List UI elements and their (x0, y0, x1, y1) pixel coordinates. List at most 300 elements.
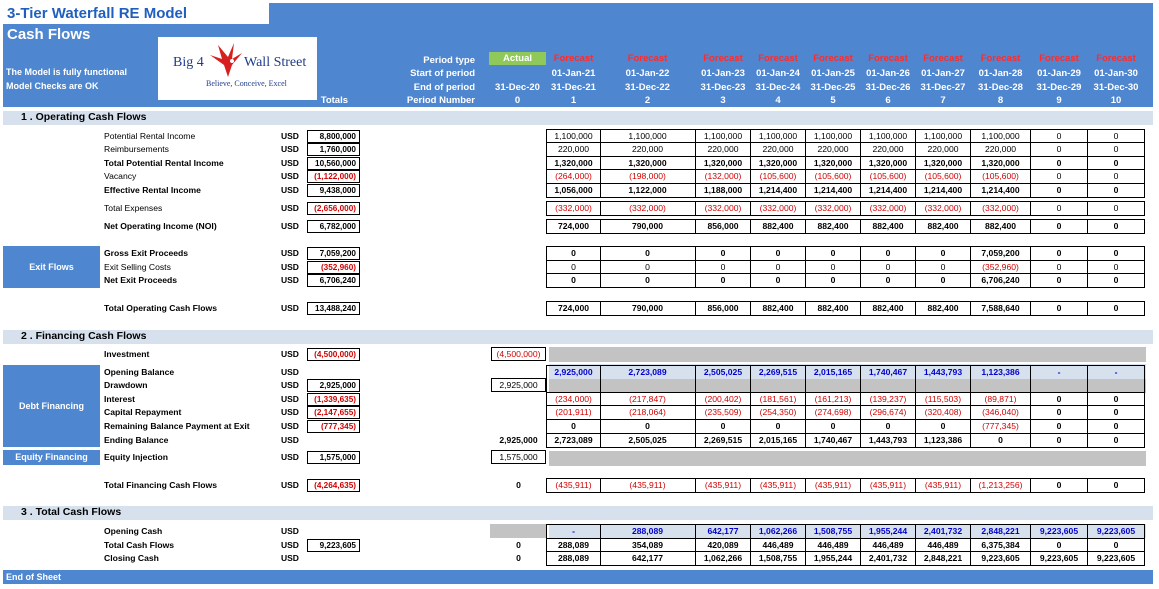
row-tocf-cell-3[interactable]: 856,000 (707, 303, 739, 313)
row-noi-cell-4[interactable]: 882,400 (762, 221, 794, 231)
row-reimb-cell-1[interactable]: 220,000 (557, 144, 590, 154)
row-texp-cell-8[interactable]: (332,000) (982, 203, 1019, 213)
texp-grid-vline-3 (695, 201, 696, 216)
section-financing[interactable]: 2 . Financing Cash Flows (3, 330, 1153, 344)
row-eb-cell-10[interactable]: 0 (1113, 435, 1119, 445)
row-cr-cell-4[interactable]: (254,350) (759, 407, 797, 417)
row-noi-cell-1[interactable]: 724,000 (557, 221, 590, 231)
group-debt-label: Debt Financing (19, 401, 84, 411)
row-noi-cell-5[interactable]: 882,400 (817, 221, 849, 231)
row-esc-cell-8[interactable]: (352,960) (982, 262, 1019, 272)
period-start-3[interactable]: 01-Jan-23 (701, 68, 745, 79)
period-start-6[interactable]: 01-Jan-26 (866, 68, 910, 79)
period-type-3[interactable]: Forecast (703, 53, 743, 64)
tocf-grid-vline-5 (805, 301, 806, 316)
row-noi-cell-10[interactable]: 0 (1113, 221, 1119, 231)
row-cc-cell-1[interactable]: 288,089 (557, 553, 590, 563)
row-vac-cell-5[interactable]: (105,600) (814, 171, 852, 181)
row-vac-cell-2[interactable]: (198,000) (629, 171, 666, 181)
row-tcf-cell-7[interactable]: 446,489 (927, 540, 959, 550)
row-tfcf-cell-10[interactable]: 0 (1113, 480, 1119, 490)
row-vac-cell-4[interactable]: (105,600) (759, 171, 797, 181)
period-num-8[interactable]: 8 (997, 95, 1004, 106)
period-num-5[interactable]: 5 (830, 95, 836, 106)
row-actual-cc[interactable]: 0 (516, 553, 521, 563)
row-cr-cell-5[interactable]: (274,698) (814, 407, 852, 417)
period-type-0[interactable]: Actual (489, 52, 546, 65)
row-reimb-cell-10[interactable]: 0 (1113, 144, 1119, 154)
period-num-1[interactable]: 1 (570, 95, 577, 106)
period-start-2[interactable]: 01-Jan-22 (625, 68, 670, 79)
row-unit-pri: USD (281, 131, 299, 141)
row-tcf-cell-10[interactable]: 0 (1113, 540, 1119, 550)
row-tfcf-cell-5[interactable]: (435,911) (814, 480, 852, 490)
row-tfcf-cell-9[interactable]: 0 (1056, 480, 1062, 490)
row-tocf-cell-4[interactable]: 882,400 (762, 303, 794, 313)
row-gep-cell-9[interactable]: 0 (1056, 248, 1062, 258)
row-nep-cell-4[interactable]: 0 (775, 275, 781, 285)
row-texp-cell-10[interactable]: 0 (1113, 203, 1119, 213)
period-number-label: Period Number (406, 95, 475, 106)
row-nep-cell-7[interactable]: 0 (940, 275, 946, 285)
row-tpri-cell-10[interactable]: 0 (1113, 158, 1119, 168)
noi-grid-vline-4 (750, 219, 751, 234)
row-nep-cell-9[interactable]: 0 (1056, 275, 1062, 285)
row-gep-cell-8[interactable]: 7,059,200 (981, 248, 1020, 258)
row-total-int[interactable]: (1,339,635) (307, 393, 360, 406)
row-oc-cell-1[interactable]: - (572, 526, 575, 536)
row-oc-cell-4[interactable]: 1,062,266 (758, 526, 798, 536)
row-reimb-cell-4[interactable]: 220,000 (762, 144, 794, 154)
row-reimb-cell-6[interactable]: 220,000 (872, 144, 904, 154)
row-actual-eq[interactable]: 1,575,000 (491, 450, 546, 464)
row-pri-cell-4[interactable]: 1,100,000 (758, 131, 798, 141)
row-cr-cell-2[interactable]: (218,064) (629, 407, 666, 417)
row-total-dd[interactable]: 2,925,000 (307, 379, 360, 392)
row-tpri-cell-2[interactable]: 1,320,000 (628, 158, 667, 168)
row-vac-cell-8[interactable]: (105,600) (982, 171, 1019, 181)
row-eri-cell-2[interactable]: 1,122,000 (628, 185, 667, 195)
ops-grid-hline-3 (546, 169, 1145, 170)
row-tocf-cell-7[interactable]: 882,400 (927, 303, 959, 313)
row-tfcf-cell-1[interactable]: (435,911) (555, 480, 592, 490)
tfcf-grid-vline-4 (750, 478, 751, 493)
row-eri-cell-8[interactable]: 1,214,400 (981, 185, 1020, 195)
row-esc-cell-4[interactable]: 0 (775, 262, 781, 272)
row-pri-cell-9[interactable]: 0 (1056, 131, 1062, 141)
row-eri-cell-5[interactable]: 1,214,400 (813, 185, 853, 195)
row-tocf-cell-5[interactable]: 882,400 (817, 303, 849, 313)
row-tcf-cell-8[interactable]: 6,375,384 (981, 540, 1020, 550)
row-nep-cell-3[interactable]: 0 (720, 275, 726, 285)
row-total-pri[interactable]: 8,800,000 (307, 130, 360, 143)
row-pri-cell-1[interactable]: 1,100,000 (554, 131, 593, 141)
row-actual-tfcf[interactable]: 0 (516, 480, 521, 490)
row-label-tcf: Total Cash Flows (104, 540, 175, 550)
row-tpri-cell-5[interactable]: 1,320,000 (813, 158, 853, 168)
row-tocf-cell-1[interactable]: 724,000 (557, 303, 590, 313)
period-type-4[interactable]: Forecast (758, 53, 798, 64)
row-pri-cell-3[interactable]: 1,100,000 (703, 131, 743, 141)
row-cr-cell-6[interactable]: (296,674) (869, 407, 907, 417)
period-end-4[interactable]: 31-Dec-24 (755, 82, 801, 93)
row-ob-cell-8[interactable]: 1,123,386 (981, 367, 1020, 377)
row-unit-tocf: USD (281, 303, 299, 313)
row-total-rbp[interactable]: (777,345) (307, 420, 360, 433)
row-oc-cell-9[interactable]: 9,223,605 (1039, 526, 1079, 536)
row-ob-cell-4[interactable]: 2,269,515 (758, 367, 798, 377)
period-type-5[interactable]: Forecast (813, 53, 853, 64)
texp-grid-vline-5 (805, 201, 806, 216)
row-int-cell-10[interactable]: 0 (1113, 394, 1119, 404)
row-label-noi: Net Operating Income (NOI) (104, 221, 217, 231)
row-noi-cell-8[interactable]: 882,400 (984, 221, 1017, 231)
title-cell[interactable] (3, 3, 269, 24)
row-noi-cell-9[interactable]: 0 (1056, 221, 1062, 231)
period-start-10[interactable]: 01-Jan-30 (1094, 68, 1138, 79)
row-gep-cell-4[interactable]: 0 (775, 248, 781, 258)
row-total-esc[interactable]: (352,960) (307, 261, 360, 274)
row-total-texp[interactable]: (2,656,000) (307, 202, 360, 215)
period-end-6[interactable]: 31-Dec-26 (865, 82, 911, 93)
row-noi-cell-2[interactable]: 790,000 (631, 221, 664, 231)
row-int-cell-8[interactable]: (89,871) (984, 394, 1017, 404)
group-exit-flows (3, 246, 100, 288)
row-oc-cell-6[interactable]: 1,955,244 (868, 526, 908, 536)
row-eb-cell-8[interactable]: 0 (998, 435, 1003, 445)
row-cc-cell-4[interactable]: 1,508,755 (758, 553, 798, 563)
row-vac-cell-9[interactable]: 0 (1056, 171, 1062, 181)
row-cr-cell-7[interactable]: (320,408) (924, 407, 962, 417)
row-total-tcf[interactable]: 9,223,605 (307, 539, 360, 552)
row-gep-cell-2[interactable]: 0 (645, 248, 650, 258)
row-ob-cell-9[interactable]: - (1057, 367, 1061, 377)
row-ob-cell-2[interactable]: 2,723,089 (628, 367, 667, 377)
row-eb-cell-5[interactable]: 1,740,467 (813, 435, 853, 445)
row-pri-cell-8[interactable]: 1,100,000 (981, 131, 1020, 141)
row-vac-cell-6[interactable]: (105,600) (869, 171, 907, 181)
row-total-noi[interactable]: 6,782,000 (307, 220, 360, 233)
row-rbp-cell-7[interactable]: 0 (940, 421, 946, 431)
row-tocf-cell-8[interactable]: 7,588,640 (981, 303, 1020, 313)
row-tfcf-cell-3[interactable]: (435,911) (704, 480, 742, 490)
row-int-cell-1[interactable]: (234,000) (555, 394, 592, 404)
row-reimb-cell-9[interactable]: 0 (1056, 144, 1062, 154)
row-ob-cell-3[interactable]: 2,505,025 (703, 367, 743, 377)
row-tcf-cell-4[interactable]: 446,489 (762, 540, 794, 550)
row-oc-cell-2[interactable]: 288,089 (631, 526, 664, 536)
row-cr-cell-3[interactable]: (235,509) (704, 407, 742, 417)
row-oc-cell-10[interactable]: 9,223,605 (1096, 526, 1136, 536)
row-cr-cell-10[interactable]: 0 (1113, 407, 1119, 417)
row-total-gep[interactable]: 7,059,200 (307, 247, 360, 260)
row-unit-nep: USD (281, 275, 299, 285)
row-esc-cell-1[interactable]: 0 (571, 262, 576, 272)
row-tfcf-cell-2[interactable]: (435,911) (629, 480, 666, 490)
row-int-cell-2[interactable]: (217,847) (629, 394, 666, 404)
section-total[interactable]: 3 . Total Cash Flows (3, 506, 1153, 520)
period-end-10[interactable]: 31-Dec-30 (1093, 82, 1139, 93)
period-end-9[interactable]: 31-Dec-29 (1036, 82, 1082, 93)
row-actual-eb[interactable]: 2,925,000 (499, 435, 538, 445)
row-total-cr[interactable]: (2,147,655) (307, 406, 360, 419)
row-actual-inv[interactable]: (4,500,000) (491, 347, 546, 361)
row-eri-cell-4[interactable]: 1,214,400 (758, 185, 798, 195)
period-num-4[interactable]: 4 (775, 95, 781, 106)
row-esc-cell-3[interactable]: 0 (720, 262, 726, 272)
period-end-2[interactable]: 31-Dec-22 (625, 82, 670, 93)
row-gep-cell-5[interactable]: 0 (830, 248, 836, 258)
row-total-tpri[interactable]: 10,560,000 (307, 157, 360, 170)
period-end-1[interactable]: 31-Dec-21 (551, 82, 596, 93)
row-texp-cell-9[interactable]: 0 (1056, 203, 1062, 213)
row-nep-cell-5[interactable]: 0 (830, 275, 836, 285)
row-texp-cell-4[interactable]: (332,000) (759, 203, 797, 213)
row-cr-cell-8[interactable]: (346,040) (982, 407, 1019, 417)
row-reimb-cell-8[interactable]: 220,000 (984, 144, 1017, 154)
row-ob-cell-1[interactable]: 2,925,000 (554, 367, 593, 377)
period-end-8[interactable]: 31-Dec-28 (978, 82, 1023, 93)
row-reimb-cell-2[interactable]: 220,000 (631, 144, 664, 154)
row-esc-cell-7[interactable]: 0 (940, 262, 946, 272)
logo-text-right: Wall Street (244, 55, 307, 70)
row-total-reimb[interactable]: 1,760,000 (307, 143, 360, 156)
row-texp-cell-3[interactable]: (332,000) (704, 203, 742, 213)
row-texp-cell-7[interactable]: (332,000) (924, 203, 962, 213)
row-texp-cell-1[interactable]: (332,000) (555, 203, 592, 213)
row-total-inv[interactable]: (4,500,000) (307, 348, 360, 361)
row-cr-cell-1[interactable]: (201,911) (555, 407, 592, 417)
row-tpri-cell-4[interactable]: 1,320,000 (758, 158, 798, 168)
period-num-0[interactable]: 0 (514, 95, 521, 106)
row-esc-cell-6[interactable]: 0 (885, 262, 891, 272)
period-start-4[interactable]: 01-Jan-24 (756, 68, 800, 79)
cash-grid-vline-9 (1030, 524, 1031, 566)
period-type-6[interactable]: Forecast (868, 53, 908, 64)
row-nep-cell-6[interactable]: 0 (885, 275, 891, 285)
row-tocf-cell-2[interactable]: 790,000 (631, 303, 664, 313)
row-tpri-cell-3[interactable]: 1,320,000 (703, 158, 743, 168)
row-cc-cell-9[interactable]: 9,223,605 (1039, 553, 1079, 563)
row-actual-dd[interactable]: 2,925,000 (491, 378, 546, 392)
row-total-eq[interactable]: 1,575,000 (307, 451, 360, 464)
row-pri-cell-7[interactable]: 1,100,000 (923, 131, 963, 141)
row-texp-cell-2[interactable]: (332,000) (629, 203, 666, 213)
row-pri-cell-2[interactable]: 1,100,000 (628, 131, 667, 141)
row-eri-cell-1[interactable]: 1,056,000 (554, 185, 593, 195)
row-cr-cell-9[interactable]: 0 (1056, 407, 1062, 417)
row-int-cell-3[interactable]: (200,402) (704, 394, 742, 404)
row-noi-cell-3[interactable]: 856,000 (707, 221, 739, 231)
row-cc-cell-5[interactable]: 1,955,244 (813, 553, 853, 563)
texp-grid-vline-7 (915, 201, 916, 216)
row-pri-cell-6[interactable]: 1,100,000 (868, 131, 908, 141)
row-reimb-cell-3[interactable]: 220,000 (707, 144, 739, 154)
row-ob-cell-7[interactable]: 1,443,793 (923, 367, 963, 377)
row-tfcf-cell-8[interactable]: (1,213,256) (978, 480, 1023, 490)
row-eb-cell-4[interactable]: 2,015,165 (758, 435, 798, 445)
row-total-eri[interactable]: 9,438,000 (307, 184, 360, 197)
row-eb-cell-6[interactable]: 1,443,793 (868, 435, 908, 445)
period-num-10[interactable]: 10 (1110, 95, 1122, 106)
row-texp-cell-5[interactable]: (332,000) (814, 203, 852, 213)
row-reimb-cell-7[interactable]: 220,000 (927, 144, 959, 154)
row-rbp-cell-8[interactable]: (777,345) (982, 421, 1019, 431)
row-oc-cell-7[interactable]: 2,401,732 (923, 526, 963, 536)
row-rbp-cell-1[interactable]: 0 (571, 421, 576, 431)
period-num-3[interactable]: 3 (720, 95, 726, 106)
row-unit-oc: USD (281, 526, 299, 536)
period-num-6[interactable]: 6 (885, 95, 891, 106)
row-ob-cell-5[interactable]: 2,015,165 (813, 367, 853, 377)
row-esc-cell-10[interactable]: 0 (1113, 262, 1119, 272)
row-tpri-cell-1[interactable]: 1,320,000 (554, 158, 593, 168)
row-eb-cell-9[interactable]: 0 (1056, 435, 1062, 445)
row-rbp-cell-2[interactable]: 0 (645, 421, 650, 431)
row-vac-cell-10[interactable]: 0 (1113, 171, 1119, 181)
period-num-9[interactable]: 9 (1056, 95, 1062, 106)
period-type-10[interactable]: Forecast (1096, 53, 1136, 64)
period-type-7[interactable]: Forecast (923, 53, 963, 64)
ops-grid-vline-5 (805, 129, 806, 198)
row-pri-cell-5[interactable]: 1,100,000 (813, 131, 853, 141)
period-num-7[interactable]: 7 (940, 95, 946, 106)
row-ob-cell-6[interactable]: 1,740,467 (868, 367, 908, 377)
row-nep-cell-2[interactable]: 0 (645, 275, 650, 285)
row-reimb-cell-5[interactable]: 220,000 (817, 144, 849, 154)
period-type-2[interactable]: Forecast (627, 53, 668, 64)
row-tpri-cell-9[interactable]: 0 (1056, 158, 1062, 168)
row-gep-cell-3[interactable]: 0 (720, 248, 726, 258)
row-eri-cell-6[interactable]: 1,214,400 (868, 185, 908, 195)
row-gep-cell-6[interactable]: 0 (885, 248, 891, 258)
row-eri-cell-9[interactable]: 0 (1056, 185, 1062, 195)
row-cc-cell-6[interactable]: 2,401,732 (868, 553, 908, 563)
row-oc-cell-5[interactable]: 1,508,755 (813, 526, 853, 536)
tfcf-grid-vline-9 (1030, 478, 1031, 493)
row-noi-cell-7[interactable]: 882,400 (927, 221, 959, 231)
tfcf-grid-vline-7 (915, 478, 916, 493)
row-gep-cell-7[interactable]: 0 (940, 248, 946, 258)
texp-grid-vline-6 (860, 201, 861, 216)
period-end-3[interactable]: 31-Dec-23 (700, 82, 746, 93)
row-label-esc: Exit Selling Costs (104, 262, 171, 272)
row-oc-cell-3[interactable]: 642,177 (707, 526, 739, 536)
row-total-tocf[interactable]: 13,488,240 (307, 302, 360, 315)
row-texp-cell-6[interactable]: (332,000) (869, 203, 907, 213)
period-type-1[interactable]: Forecast (553, 53, 594, 64)
row-tcf-cell-9[interactable]: 0 (1056, 540, 1062, 550)
row-eb-cell-3[interactable]: 2,269,515 (703, 435, 743, 445)
row-tcf-cell-6[interactable]: 446,489 (872, 540, 904, 550)
row-actual-tcf[interactable]: 0 (516, 540, 521, 550)
row-total-vac[interactable]: (1,122,000) (307, 170, 360, 183)
row-rbp-cell-6[interactable]: 0 (885, 421, 891, 431)
period-type-8[interactable]: Forecast (980, 53, 1021, 64)
period-start-8[interactable]: 01-Jan-28 (978, 68, 1023, 79)
row-tocf-cell-9[interactable]: 0 (1056, 303, 1062, 313)
row-ob-cell-10[interactable]: - (1114, 367, 1118, 377)
row-tpri-cell-7[interactable]: 1,320,000 (923, 158, 963, 168)
row-noi-cell-6[interactable]: 882,400 (872, 221, 904, 231)
row-tocf-cell-10[interactable]: 0 (1113, 303, 1119, 313)
row-total-nep[interactable]: 6,706,240 (307, 274, 360, 287)
row-cc-cell-3[interactable]: 1,062,266 (703, 553, 743, 563)
row-int-cell-9[interactable]: 0 (1056, 394, 1062, 404)
row-eb-cell-2[interactable]: 2,505,025 (628, 435, 667, 445)
row-tpri-cell-6[interactable]: 1,320,000 (868, 158, 908, 168)
eagle-icon (208, 41, 244, 79)
period-start-9[interactable]: 01-Jan-29 (1037, 68, 1081, 79)
row-rbp-cell-10[interactable]: 0 (1113, 421, 1119, 431)
row-vac-cell-1[interactable]: (264,000) (555, 171, 592, 181)
row-eri-cell-7[interactable]: 1,214,400 (923, 185, 963, 195)
period-start-5[interactable]: 01-Jan-25 (811, 68, 855, 79)
row-int-cell-5[interactable]: (161,213) (814, 394, 852, 404)
row-eb-cell-1[interactable]: 2,723,089 (554, 435, 593, 445)
row-rbp-cell-4[interactable]: 0 (775, 421, 781, 431)
totals-header: Totals (320, 95, 348, 106)
ops-grid-hline-1 (546, 142, 1145, 143)
row-cc-cell-2[interactable]: 642,177 (631, 553, 664, 563)
row-esc-cell-9[interactable]: 0 (1056, 262, 1062, 272)
row-tfcf-cell-6[interactable]: (435,911) (869, 480, 907, 490)
row-cc-cell-8[interactable]: 9,223,605 (981, 553, 1020, 563)
period-end-0[interactable]: 31-Dec-20 (495, 82, 540, 93)
row-esc-cell-5[interactable]: 0 (830, 262, 836, 272)
row-tcf-cell-3[interactable]: 420,089 (707, 540, 739, 550)
row-vac-cell-7[interactable]: (105,600) (924, 171, 962, 181)
row-tfcf-cell-4[interactable]: (435,911) (759, 480, 797, 490)
row-tpri-cell-8[interactable]: 1,320,000 (981, 158, 1020, 168)
row-nep-cell-1[interactable]: 0 (571, 275, 576, 285)
row-gep-cell-1[interactable]: 0 (571, 248, 576, 258)
row-pri-cell-10[interactable]: 0 (1113, 131, 1119, 141)
row-int-cell-4[interactable]: (181,561) (759, 394, 797, 404)
row-eri-cell-3[interactable]: 1,188,000 (703, 185, 743, 195)
row-tcf-cell-1[interactable]: 288,089 (557, 540, 590, 550)
period-start-7[interactable]: 01-Jan-27 (921, 68, 965, 79)
row-tcf-cell-5[interactable]: 446,489 (817, 540, 849, 550)
row-gep-cell-10[interactable]: 0 (1113, 248, 1119, 258)
section-operating[interactable]: 1 . Operating Cash Flows (3, 111, 1153, 125)
period-end-5[interactable]: 31-Dec-25 (810, 82, 856, 93)
period-start-1[interactable]: 01-Jan-21 (551, 68, 596, 79)
row-eri-cell-10[interactable]: 0 (1113, 185, 1119, 195)
row-int-cell-6[interactable]: (139,237) (869, 394, 907, 404)
row-rbp-cell-5[interactable]: 0 (830, 421, 836, 431)
period-num-2[interactable]: 2 (644, 95, 651, 106)
period-end-7[interactable]: 31-Dec-27 (920, 82, 966, 93)
row-nep-cell-8[interactable]: 6,706,240 (981, 275, 1020, 285)
row-rbp-cell-3[interactable]: 0 (720, 421, 726, 431)
row-oc-cell-8[interactable]: 2,848,221 (981, 526, 1020, 536)
row-cc-cell-10[interactable]: 9,223,605 (1096, 553, 1136, 563)
row-tfcf-cell-7[interactable]: (435,911) (924, 480, 962, 490)
row-nep-cell-10[interactable]: 0 (1113, 275, 1119, 285)
row-tocf-cell-6[interactable]: 882,400 (872, 303, 904, 313)
row-rbp-cell-9[interactable]: 0 (1056, 421, 1062, 431)
period-type-9[interactable]: Forecast (1039, 53, 1079, 64)
row-eb-cell-7[interactable]: 1,123,386 (923, 435, 963, 445)
row-vac-cell-3[interactable]: (132,000) (704, 171, 742, 181)
row-total-tfcf[interactable]: (4,264,635) (307, 479, 360, 492)
row-int-cell-7[interactable]: (115,503) (924, 394, 962, 404)
row-unit-texp: USD (281, 203, 299, 213)
row-tcf-cell-2[interactable]: 354,089 (631, 540, 664, 550)
row-esc-cell-2[interactable]: 0 (645, 262, 650, 272)
row-cc-cell-7[interactable]: 2,848,221 (923, 553, 963, 563)
